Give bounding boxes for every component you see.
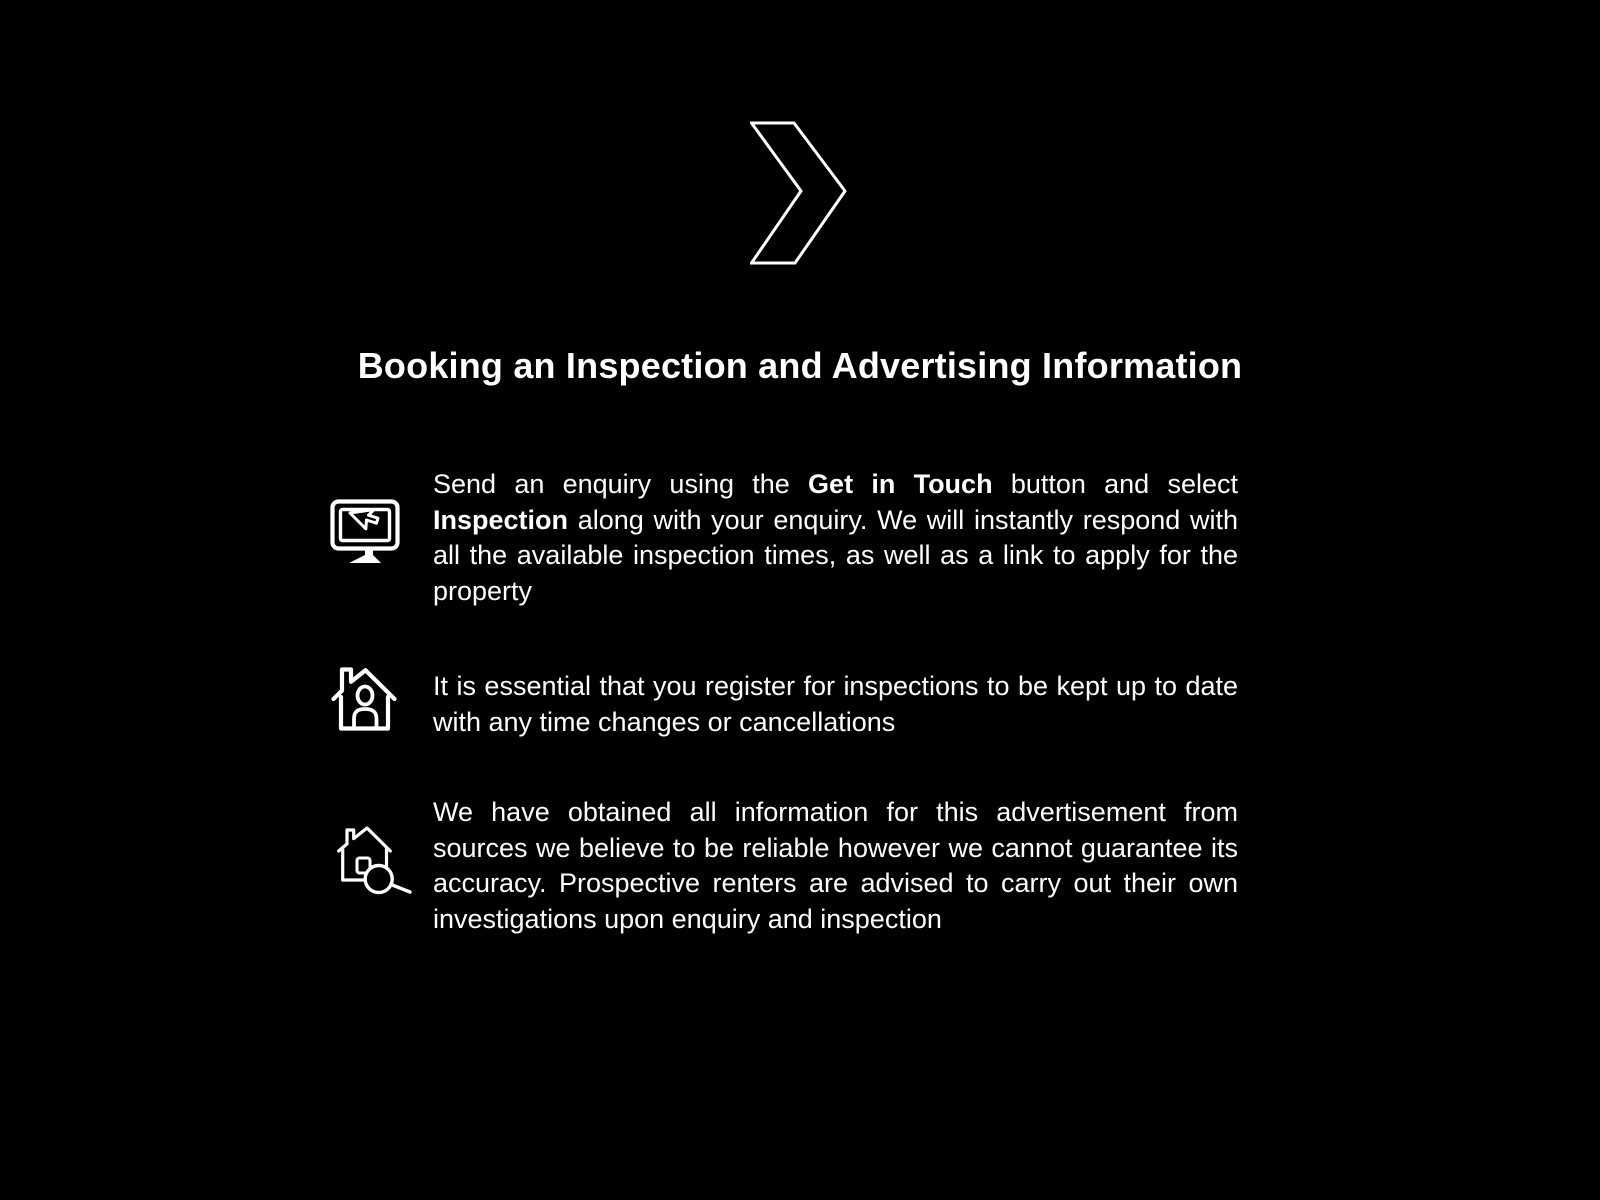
bullet-item-enquiry: [330, 467, 1238, 609]
bullet-text-enquiry: Send an enquiry using the Get in Touch button and select Inspection along with your enquiry. We will instantly respond with all the available inspection times, as well as a link to apply for the property: [433, 469, 1238, 606]
bullet-text-disclaimer: We have obtained all information for this advertisement from sources we believe to be reliable however we cannot guarantee its accuracy. Prospective renters are advised to carry out their own investigations upon enquiry and inspection: [433, 797, 1238, 934]
page-title: Booking an Inspection and Advertising Information: [357, 345, 1243, 386]
house-person-icon: [330, 667, 433, 731]
chevron-right-icon: [750, 121, 847, 265]
bullet-item-disclaimer: [330, 795, 1238, 937]
house-magnifier-icon: [330, 826, 433, 895]
monitor-cursor-icon: [330, 499, 433, 565]
bullet-item-register: [330, 669, 1238, 740]
bullet-list: [330, 467, 1238, 937]
bullet-text-register: It is essential that you register for inspections to be kept up to date with any time changes or cancellations: [433, 671, 1238, 737]
